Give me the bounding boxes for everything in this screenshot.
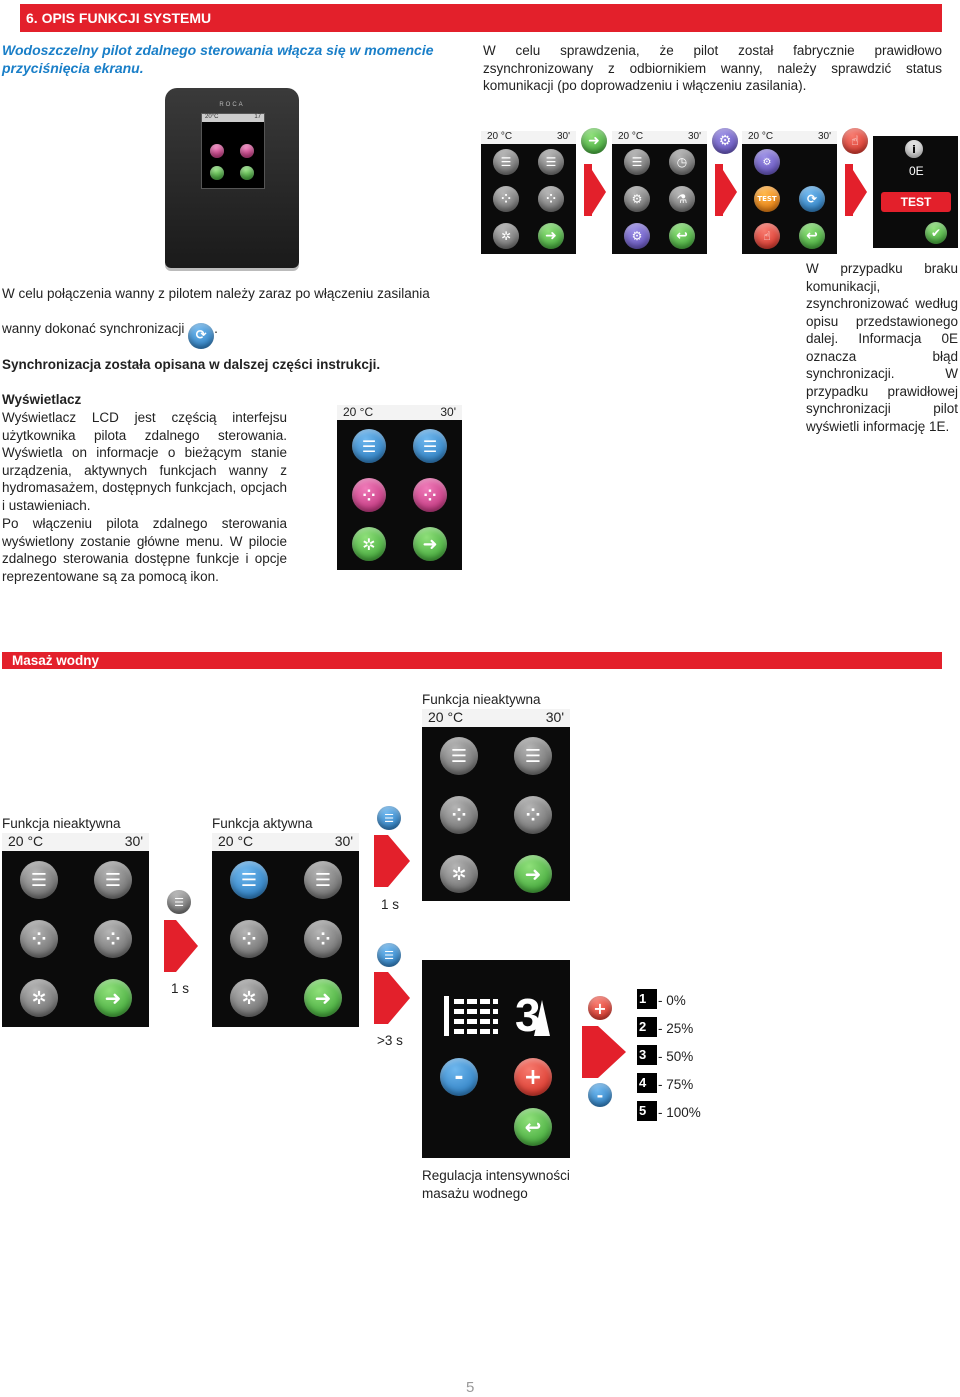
level-label: - 100%: [658, 1105, 701, 1120]
display-heading: Wyświetlacz: [2, 392, 82, 407]
level-badge: 4: [637, 1073, 657, 1093]
red-arrow: [388, 972, 410, 1024]
section-title: 6. OPIS FUNKCJI SYSTEMU: [20, 4, 942, 32]
timer-icon: ◷: [669, 149, 695, 175]
minus-icon: -: [588, 1083, 612, 1107]
sync-icon: ⟳: [799, 186, 825, 212]
screen-main-example: 20 °C 30' ☰ ☰ ⁘ ⁘ ✲ ➜: [337, 405, 462, 570]
screen-inactive-left: 20 °C 30' ☰ ☰ ⁘ ⁘ ✲ ➜: [2, 833, 149, 1027]
next-arrow-icon: ➜: [413, 527, 447, 561]
right-note: W przypadku braku komunikacji, zsynchronizować według opisu przedstawionego dalej. Informacja 0E oznacza błąd synchronizacji. W przypadku prawidłowej synchronizacji pilot wyświetli informację 1E.: [806, 261, 958, 434]
level-label: - 75%: [658, 1077, 694, 1092]
air-icon: ⁘: [514, 796, 552, 834]
jets-icon: ☰: [377, 943, 401, 967]
arrow-shaft: [374, 835, 388, 887]
next-arrow-icon: ➜: [514, 855, 552, 893]
air-icon: ⁘: [493, 186, 519, 212]
arrow-shaft: [845, 164, 853, 216]
settings-icon: ⚙: [624, 186, 650, 212]
jets-icon: ☰: [167, 890, 191, 914]
screen-options: 20 °C 30' ☰ ◷ ⚙ ⚗ ⚙ ↩: [612, 131, 707, 254]
arrow-shaft: [164, 920, 176, 972]
level-row: [637, 1101, 757, 1123]
minus-button: -: [440, 1058, 478, 1096]
time-1s-b: 1 s: [381, 897, 400, 912]
plus-icon: +: [588, 996, 612, 1020]
level-badge: 2: [637, 1017, 657, 1037]
light-icon: ✲: [20, 979, 58, 1017]
device-button: [210, 166, 224, 180]
jets-icon: ☰: [230, 861, 268, 899]
device-brand: ROCA: [219, 102, 245, 108]
page-number: 5: [466, 1379, 475, 1396]
arrow-shaft: [374, 972, 388, 1024]
screen-main-menu: 20 °C 30' ☰ ☰ ⁘ ⁘ ✲ ➜: [481, 131, 576, 254]
jets-icon: ☰: [493, 149, 519, 175]
jets-icon: ☰: [377, 806, 401, 830]
intro-italic: Wodoszczelny pilot zdalnego sterowania włącza się w momencie przyciśnięcia ekranu.: [2, 42, 434, 76]
air-icon: ⁘: [304, 920, 342, 958]
light-icon: ✲: [230, 979, 268, 1017]
level-label: - 25%: [658, 1021, 694, 1036]
label-inactive-top: Funkcja nieaktywna: [422, 692, 541, 707]
air-icon: ⁘: [230, 920, 268, 958]
level-badge: 3: [637, 1045, 657, 1065]
device-temp: 20°C: [205, 114, 219, 120]
jets-icon: ☰: [20, 861, 58, 899]
sync-text-2: wanny dokonać synchronizacji ⟳ .: [2, 320, 218, 349]
level-badge: 1: [637, 989, 657, 1009]
settings-icon: ⚙: [754, 149, 780, 175]
info-icon: i: [905, 140, 923, 158]
level-row: [637, 1073, 757, 1095]
sync-text-1: W celu połączenia wanny z pilotem należy zaraz po włączeniu zasilania: [2, 286, 430, 301]
device-button: [240, 166, 254, 180]
jets-icon: ☰: [94, 861, 132, 899]
air-icon: ⁘: [440, 796, 478, 834]
arrow-shaft: [715, 164, 723, 216]
sync-bold: Synchronizacja została opisana w dalszej części instrukcji.: [2, 357, 381, 372]
air-icon: ⁘: [413, 478, 447, 512]
back-icon: ↩: [514, 1108, 552, 1146]
intensity-caption: Regulacja intensywności masażu wodnego: [422, 1168, 570, 1201]
level-label: - 50%: [658, 1049, 694, 1064]
device-time: 17: [254, 114, 261, 120]
jets-icon: ☰: [413, 429, 447, 463]
red-arrow: [176, 920, 198, 972]
light-icon: ✲: [440, 855, 478, 893]
light-icon: ✲: [352, 527, 386, 561]
jets-large-icon: [444, 996, 498, 1036]
jets-icon: ☰: [514, 737, 552, 775]
screen-settings: 20 °C 30' ⚙ TEST ⟳ ☝ ↩: [742, 131, 837, 254]
screen-test: [873, 136, 958, 248]
level-row: [637, 1045, 757, 1067]
settings-icon: ⚙: [624, 223, 650, 249]
light-icon: ✲: [493, 223, 519, 249]
red-arrow: [723, 170, 737, 214]
device-button: [240, 144, 254, 158]
level-row: [637, 989, 757, 1011]
test-button: TEST: [881, 192, 951, 212]
flask-icon: ⚗: [669, 186, 695, 212]
next-arrow-icon: ➜: [538, 223, 564, 249]
jets-icon: ☰: [304, 861, 342, 899]
touch-icon: ☝: [754, 223, 780, 249]
air-icon: ⁘: [538, 186, 564, 212]
screen-intensity: [422, 960, 570, 1158]
masaz-title: Masaż wodny: [2, 652, 942, 669]
sync-icon: ⟳: [188, 323, 214, 349]
air-icon: ⁘: [20, 920, 58, 958]
next-arrow-icon: ➜: [581, 128, 607, 154]
arrow-shaft: [582, 1026, 598, 1078]
intensity-level: 3: [515, 989, 541, 1041]
error-code: 0E: [909, 164, 924, 178]
test-icon: TEST: [754, 186, 780, 212]
jets-icon: ☰: [624, 149, 650, 175]
air-icon: ⁘: [94, 920, 132, 958]
air-icon: ⁘: [352, 478, 386, 512]
time-3s: >3 s: [377, 1033, 403, 1048]
level-badge: 5: [637, 1101, 657, 1121]
display-paragraph-2: Po włączeniu pilota zdalnego sterowania wyświetlony zostanie główne menu. W pilocie zdalnego sterowania dostępne funkcje i opcje reprezentowane są za pomocą ikon.: [2, 516, 287, 584]
screen-inactive-top: 20 °C 30' ☰ ☰ ⁘ ⁘ ✲ ➜: [422, 709, 570, 901]
next-arrow-icon: ➜: [304, 979, 342, 1017]
settings-icon: ⚙: [712, 128, 738, 154]
jets-icon: ☰: [538, 149, 564, 175]
remote-device: [165, 88, 299, 268]
red-arrow: [388, 835, 410, 887]
label-active: Funkcja aktywna: [212, 816, 313, 831]
level-triangle-icon: [534, 1000, 550, 1036]
screen-active: 20 °C 30' ☰ ☰ ⁘ ⁘ ✲ ➜: [212, 833, 359, 1027]
device-button: [210, 144, 224, 158]
display-paragraph-1: Wyświetlacz LCD jest częścią interfejsu użytkownika pilota zdalnego sterowania. Wyświetla on informacje o bieżącym stanie urządzenia, aktywnych funkcjach wanny z hydromasażem, dostępnych funkcjach, opcjach i ustawieniach.: [2, 410, 287, 513]
back-icon: ↩: [799, 223, 825, 249]
jets-icon: ☰: [440, 737, 478, 775]
plus-button: +: [514, 1058, 552, 1096]
arrow-shaft: [584, 164, 592, 216]
jets-icon: ☰: [352, 429, 386, 463]
red-arrow: [592, 170, 606, 214]
intro-right: W celu sprawdzenia, że pilot został fabrycznie prawidłowo zsynchronizowany z odbiornikiem wanny, należy sprawdzić status komunikacji (po doprowadzeniu i włączeniu zasilania).: [483, 43, 942, 93]
red-arrow: [853, 170, 867, 214]
level-label: - 0%: [658, 993, 686, 1008]
time-1s-a: 1 s: [171, 981, 190, 996]
level-row: [637, 1017, 757, 1039]
back-icon: ↩: [669, 223, 695, 249]
label-inactive-left: Funkcja nieaktywna: [2, 816, 121, 831]
next-arrow-icon: ➜: [94, 979, 132, 1017]
check-icon: ✔: [925, 222, 947, 244]
touch-icon: ☝: [842, 128, 868, 154]
red-arrow: [598, 1026, 626, 1078]
